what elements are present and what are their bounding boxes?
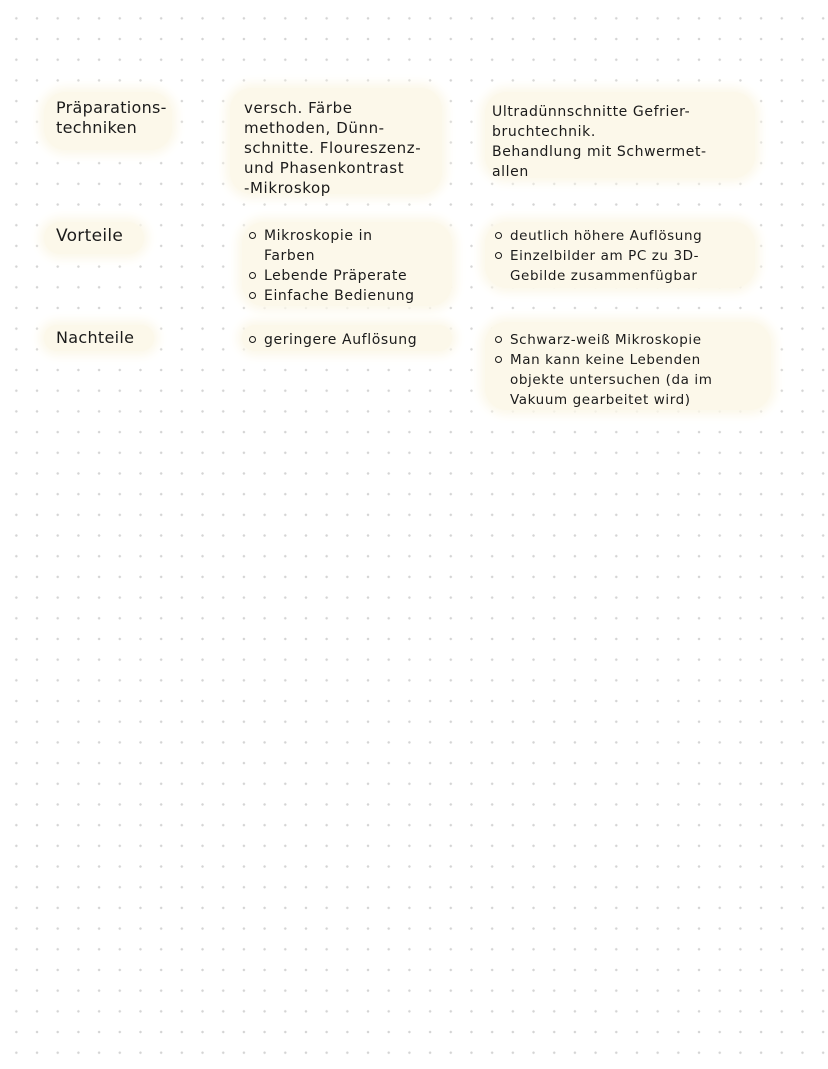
light-microscope-disadvantages — [248, 330, 417, 350]
light-microscope-preparation — [244, 98, 421, 198]
electron-microscope-disadvantages — [494, 330, 712, 410]
list-item — [494, 330, 712, 350]
list-item — [248, 330, 417, 350]
text-line: Ultradünnschnitte Gefrier- — [492, 104, 691, 120]
text-line: Einfache Bedienung — [264, 288, 415, 304]
label-preparation-techniques — [56, 98, 167, 138]
label-line: Präparations- — [56, 98, 167, 117]
text-line: Man kann keine Lebenden — [510, 352, 701, 368]
list-item — [248, 226, 415, 266]
text-line: methoden, Dünn- — [244, 119, 385, 137]
text-line: Farben — [264, 248, 316, 264]
list-item — [248, 266, 415, 286]
text-line: deutlich höhere Auflösung — [510, 228, 703, 244]
text-line: Behandlung mit Schwermet- — [492, 144, 707, 160]
list-item — [494, 246, 702, 286]
text-line: Schwarz-weiß Mikroskopie — [510, 332, 702, 348]
list-item — [494, 350, 712, 410]
text-line: schnitte. Floureszenz- — [244, 139, 422, 157]
text-line: Gebilde zusammenfügbar — [510, 268, 698, 284]
text-line: objekte untersuchen (da im — [510, 372, 713, 388]
list-item — [248, 286, 415, 306]
text-line: allen — [492, 164, 529, 180]
text-line: Lebende Präperate — [264, 268, 408, 284]
label-line: techniken — [56, 118, 138, 137]
text-line: bruchtechnik. — [492, 124, 596, 140]
electron-microscope-advantages — [494, 226, 702, 286]
text-line: Einzelbilder am PC zu 3D- — [510, 248, 700, 264]
electron-microscope-preparation — [492, 102, 707, 182]
light-microscope-advantages — [248, 226, 415, 306]
list-item — [494, 226, 702, 246]
text-line: Vakuum gearbeitet wird) — [510, 392, 691, 408]
text-line: und Phasenkontrast — [244, 159, 405, 177]
label-advantages: Vorteile — [56, 226, 124, 246]
text-line: versch. Färbe — [244, 99, 353, 117]
text-line: geringere Auflösung — [264, 332, 418, 348]
text-line: -Mikroskop — [244, 179, 331, 197]
text-line: Mikroskopie in — [264, 228, 373, 244]
label-disadvantages: Nachteile — [56, 328, 135, 347]
